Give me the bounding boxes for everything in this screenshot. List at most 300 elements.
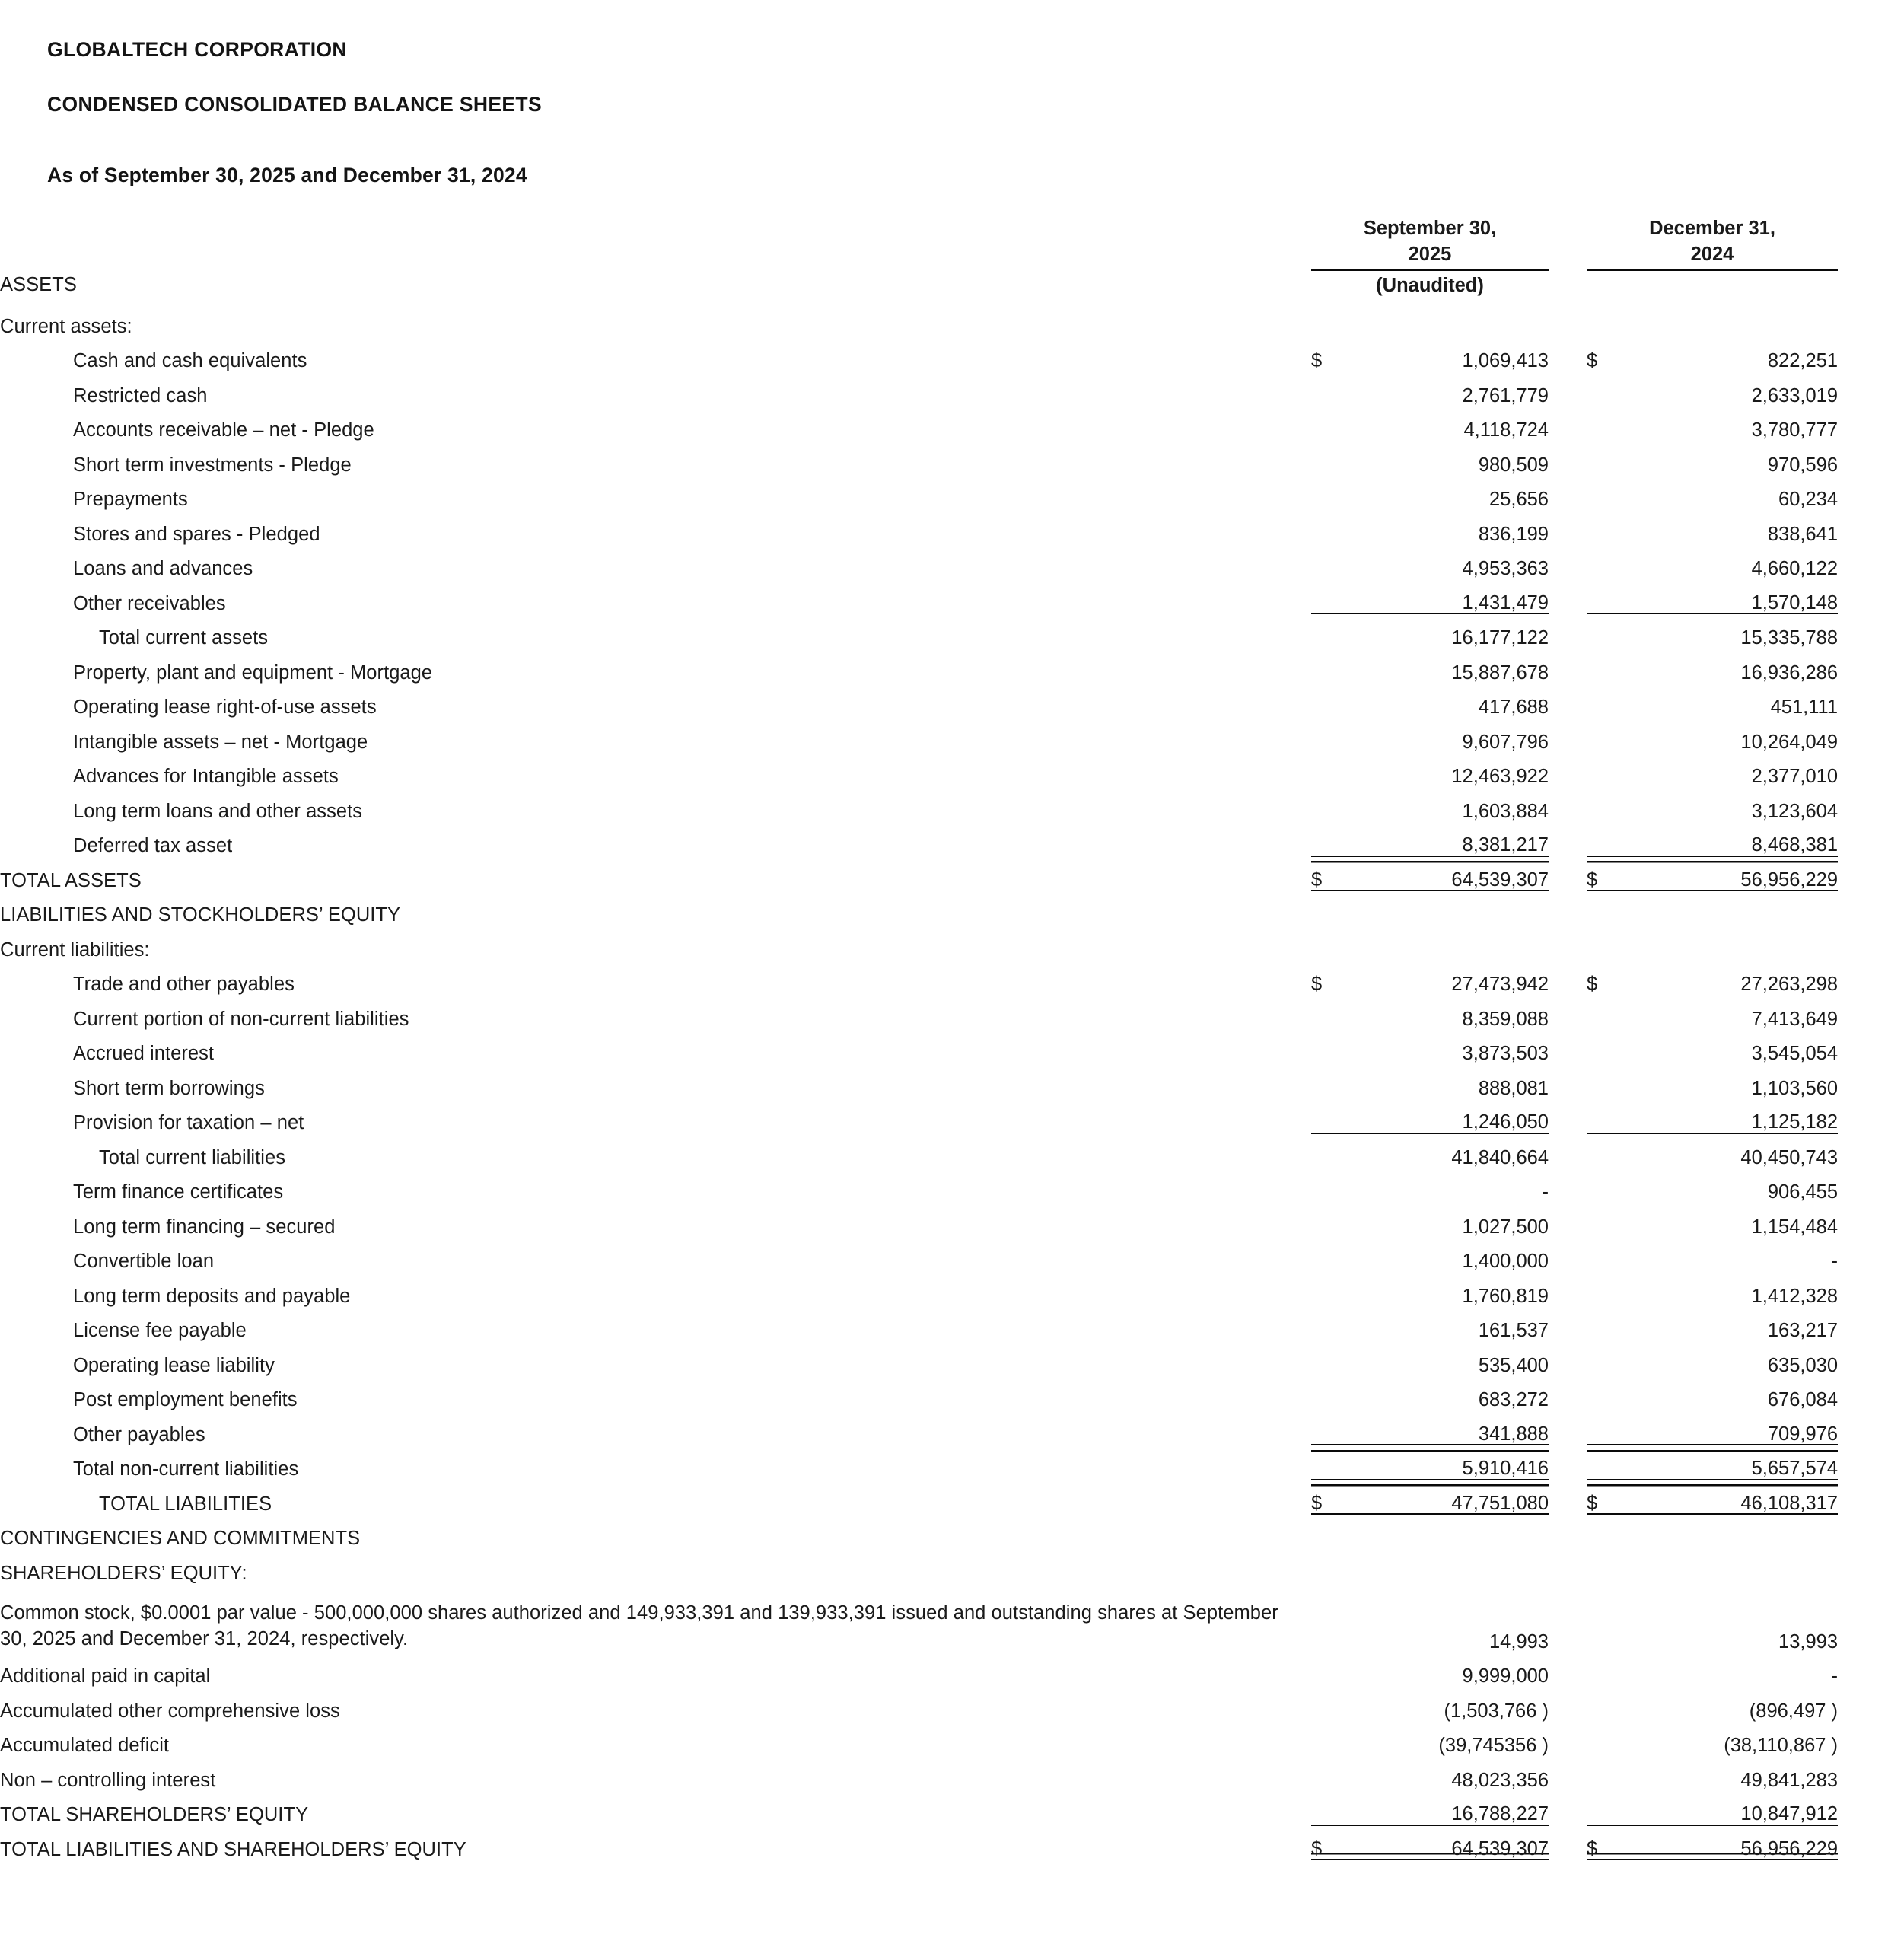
cell-blank [1587,926,1626,961]
cell-blank [1311,1029,1351,1064]
cell-pad [1838,1583,1888,1652]
table-row [0,821,1888,856]
row-value-trade-payables-dec: 27,263,298 [1740,974,1839,996]
cell-blank [1311,371,1351,406]
row-label-convertible-loan: Convertible loan [73,1251,215,1273]
table-row-total [0,856,1888,891]
cell-blank [1311,1064,1351,1099]
row-label-accrued-interest: Accrued interest [73,1043,215,1065]
row-label-license-fee-payable: License fee payable [73,1320,247,1342]
row-label-total-current-assets: Total current assets [99,627,269,649]
cell-pad [1838,1410,1888,1445]
row-label-post-employment-benefits: Post employment benefits [73,1389,298,1411]
table-row [0,544,1888,579]
row-value-restricted-cash-dec: 2,633,019 [1751,384,1839,406]
row-value-intangible-assets-dec: 10,264,049 [1740,731,1839,753]
row-value-stores-spares-sept: 836,199 [1478,523,1549,545]
cell-gap [1549,613,1587,649]
cell-blank [1626,926,1838,961]
table-row [0,787,1888,822]
cell-gap [1549,821,1587,856]
row-value-total-liabilities-and-equity-dec: 56,956,229 [1626,1825,1838,1860]
row-value-convertible-loan-sept: 1,400,000 [1462,1251,1549,1273]
row-label-short-term-investments: Short term investments - Pledge [73,454,352,476]
cell-blank [1351,1549,1549,1584]
cell-gap [1549,1480,1587,1515]
row-value-short-term-investments-dec: 970,596 [1767,454,1839,476]
cell-pad [1838,1790,1888,1825]
cell-gap [1549,1133,1587,1168]
row-label-prepayments: Prepayments [73,489,188,511]
row-label-cash: Cash and cash equivalents [73,350,307,372]
table-row [0,1652,1888,1687]
row-value-deferred-tax-asset-sept: 8,381,217 [1462,834,1549,856]
cell-blank [1311,1133,1351,1168]
company-name: GLOBALTECH CORPORATION [47,38,347,61]
cell-gap [1549,1341,1587,1376]
row-value-long-term-loans-dec: 3,123,604 [1751,800,1839,822]
row-value-provision-taxation-sept: 1,246,050 [1462,1111,1549,1133]
row-value-intangible-assets-sept: 9,607,796 [1462,731,1549,753]
cell-gap [1549,1410,1587,1445]
row-value-prepayments-sept: 25,656 [1489,489,1549,511]
as-of-date: As of September 30, 2025 and December 31, 2024 [47,164,527,186]
row-value-other-payables-dec: 709,976 [1767,1423,1839,1445]
cell-blank [1587,1098,1626,1133]
cell-pad [1838,752,1888,787]
row-value-deferred-tax-asset-dec: 8,468,381 [1751,834,1839,856]
cell-blank [1311,579,1351,614]
cell-pad [1838,1375,1888,1410]
row-label-restricted-cash: Restricted cash [73,384,208,406]
cell-gap [1549,752,1587,787]
cell-pad [1838,1098,1888,1133]
row-value-term-finance-certificates-dec: 906,455 [1767,1181,1839,1203]
row-value-convertible-loan-dec: - [1831,1251,1839,1273]
cell-gap [1549,544,1587,579]
cell-blank [1587,544,1626,579]
row-value-advances-intangible-dec: 2,377,010 [1751,766,1839,788]
row-value-trade-payables-sept: 27,473,942 [1451,974,1549,996]
cell-blank [1311,1203,1351,1238]
cell-blank [1311,1375,1351,1410]
row-label-non-controlling-interest: Non – controlling interest [0,1769,216,1791]
cell-blank [1587,1687,1626,1722]
cell-blank [1587,752,1626,787]
row-label-accumulated-deficit: Accumulated deficit [0,1735,170,1757]
cell-pad [1838,406,1888,441]
row-value-prepayments-dec: 60,234 [1778,489,1839,511]
cell-gap [1549,995,1587,1030]
cell-blank [1311,1168,1351,1203]
currency-symbol: $ [1587,974,1598,996]
cell-blank [1587,649,1626,684]
header-right-pad [1838,216,1888,270]
row-value-long-term-loans-sept: 1,603,884 [1462,800,1549,822]
column-header-dec [1587,216,1838,270]
currency-symbol: $ [1311,1480,1351,1515]
cell-blank [1311,1790,1351,1825]
table-row [0,649,1888,684]
cell-blank [1587,1756,1626,1791]
cell-pad [1838,995,1888,1030]
row-label-other-receivables: Other receivables [73,592,226,614]
cell-pad [1838,1341,1888,1376]
cell-blank [1549,926,1587,961]
cell-gap [1549,1445,1587,1480]
cell-blank [1311,787,1351,822]
table-row [0,406,1888,441]
row-value-provision-taxation-dec: 1,125,182 [1751,1111,1839,1133]
cell-blank [1587,1652,1626,1687]
current-assets-heading: Current assets: [0,315,132,337]
row-label-accumulated-oci-loss: Accumulated other comprehensive loss [0,1700,340,1722]
cell-blank [1587,371,1626,406]
cell-blank [1587,995,1626,1030]
cell-gap [1549,1098,1587,1133]
table-row-subtotal [0,1790,1888,1825]
table-row [0,995,1888,1030]
table-row [0,926,1888,961]
statement-title: CONDENSED CONSOLIDATED BALANCE SHEETS [47,92,542,116]
cell-blank [1311,1583,1351,1652]
cell-pad [1838,1203,1888,1238]
row-label-long-term-deposits: Long term deposits and payable [73,1285,351,1307]
cell-blank [1351,891,1549,926]
table-row [0,1341,1888,1376]
row-label-trade-payables: Trade and other payables [73,974,295,996]
table-row [0,1549,1888,1584]
table-row [0,1583,1888,1652]
row-label-current-portion: Current portion of non-current liabilities [73,1008,409,1030]
currency-symbol: $ [1311,350,1323,372]
row-label-total-shareholders-equity: TOTAL SHAREHOLDERS’ EQUITY [0,1804,309,1826]
currency-symbol: $ [1311,856,1351,891]
row-value-post-employment-benefits-sept: 683,272 [1478,1389,1549,1411]
cell-gap [1549,856,1587,891]
cell-blank [1311,475,1351,510]
row-value-current-portion-sept: 8,359,088 [1462,1008,1549,1030]
cell-blank [1311,1237,1351,1272]
row-value-operating-lease-liability-dec: 635,030 [1767,1354,1839,1376]
cell-gap [1549,1237,1587,1272]
row-value-non-controlling-interest-dec: 49,841,283 [1740,1769,1839,1791]
cell-pad [1838,718,1888,753]
unaudited-note-row [0,270,1888,302]
cell-pad [1838,787,1888,822]
cell-gap [1549,649,1587,684]
cell-blank [1587,683,1626,718]
cell-gap [1549,1652,1587,1687]
row-value-other-receivables-dec: 1,570,148 [1751,591,1839,613]
cell-pad [1838,1237,1888,1272]
cell-blank [1626,891,1838,926]
row-value-stores-spares-dec: 838,641 [1767,523,1839,545]
row-value-short-term-borrowings-dec: 1,103,560 [1751,1077,1839,1099]
table-row [0,1064,1888,1099]
cell-gap [1549,1272,1587,1307]
row-value-term-finance-certificates-sept: - [1542,1181,1549,1203]
cell-blank [1587,1203,1626,1238]
table-row [0,1272,1888,1307]
row-label-long-term-loans: Long term loans and other assets [73,800,363,822]
cell-blank [1549,302,1587,337]
cell-pad [1838,1480,1888,1515]
cell-blank [1311,1652,1351,1687]
cell-gap [1549,1064,1587,1099]
row-value-total-current-liabilities-dec: 40,450,743 [1626,1133,1838,1168]
row-label-long-term-financing: Long term financing – secured [73,1216,336,1238]
cell-blank [1311,613,1351,649]
cell-pad [1838,579,1888,614]
cell-gap [1549,1721,1587,1756]
cell-blank [1549,1549,1587,1584]
column-header-dec-line2: 2024 [1690,243,1734,265]
row-value-accumulated-deficit-dec: (38,110,867 ) [1724,1735,1839,1757]
cell-pad [1838,1652,1888,1687]
row-value-total-shareholders-equity-dec: 10,847,912 [1740,1803,1839,1825]
cell-pad [1838,613,1888,649]
cell-blank [1311,406,1351,441]
row-label-other-payables: Other payables [73,1423,205,1445]
row-value-rou-assets-sept: 417,688 [1478,696,1549,719]
document-header [0,0,1888,114]
assets-heading: ASSETS [0,273,77,295]
table-row [0,1029,1888,1064]
row-label-rou-assets: Operating lease right-of-use assets [73,696,377,719]
table-row [0,510,1888,545]
cell-blank [1626,302,1838,337]
row-value-other-receivables-sept: 1,431,479 [1462,591,1549,613]
cell-blank [1311,441,1351,476]
row-value-total-non-current-liabilities-sept: 5,910,416 [1351,1445,1549,1480]
row-value-total-current-assets-sept: 16,177,122 [1351,613,1549,649]
row-value-advances-intangible-sept: 12,463,922 [1451,766,1549,788]
column-header-dec-line1: December 31, [1649,218,1775,239]
table-row [0,1410,1888,1445]
table-row-subtotal [0,613,1888,649]
row-value-accounts-receivable-sept: 4,118,724 [1463,419,1549,441]
cell-pad [1838,683,1888,718]
cell-pad [1838,510,1888,545]
cell-gap [1549,718,1587,753]
cell-blank [1587,1583,1626,1652]
row-label-intangible-assets: Intangible assets – net - Mortgage [73,731,368,753]
currency-symbol: $ [1311,1825,1351,1860]
currency-symbol: $ [1587,1480,1626,1515]
table-row [0,441,1888,476]
cell-blank [1587,1514,1626,1549]
cell-pad [1838,371,1888,406]
cell-blank [1587,1237,1626,1272]
row-value-total-liabilities-and-equity-sept: 64,539,307 [1351,1825,1549,1860]
cell-blank [1626,1514,1838,1549]
row-value-accumulated-oci-loss-sept: (1,503,766 ) [1444,1700,1549,1722]
cell-blank [1311,1721,1351,1756]
cell-pad [1838,821,1888,856]
row-value-total-current-assets-dec: 15,335,788 [1626,613,1838,649]
row-label-total-liabilities-and-equity: TOTAL LIABILITIES AND SHAREHOLDERS’ EQUITY [0,1838,466,1860]
cell-gap [1549,1583,1587,1652]
cell-pad [1838,1029,1888,1064]
cell-pad [1838,649,1888,684]
table-row-total [0,1480,1888,1515]
row-value-total-assets-sept: 64,539,307 [1351,856,1549,891]
cell-blank [1587,1721,1626,1756]
row-label-total-assets: TOTAL ASSETS [0,869,142,891]
cell-blank [1311,1687,1351,1722]
table-row [0,1756,1888,1791]
row-value-total-liabilities-sept: 47,751,080 [1351,1480,1549,1515]
table-row [0,371,1888,406]
table-row [0,960,1888,995]
row-value-loans-advances-sept: 4,953,363 [1462,558,1549,580]
cell-pad [1838,1687,1888,1722]
cell-blank [1587,821,1626,856]
row-label-loans-advances: Loans and advances [73,558,253,580]
row-value-restricted-cash-sept: 2,761,779 [1462,384,1549,406]
current-liabilities-heading: Current liabilities: [0,939,150,961]
row-value-post-employment-benefits-dec: 676,084 [1767,1389,1839,1411]
row-value-current-portion-dec: 7,413,649 [1751,1008,1839,1030]
cell-pad [1838,960,1888,995]
row-label-term-finance-certificates: Term finance certificates [73,1181,284,1203]
currency-symbol: $ [1587,350,1598,372]
cell-pad [1838,1272,1888,1307]
cell-blank [1311,752,1351,787]
cell-blank [1351,302,1549,337]
balance-sheet-table [0,216,1888,1860]
table-row [0,1098,1888,1133]
cell-gap [1549,1756,1587,1791]
cell-blank [1838,1514,1888,1549]
cell-blank [1311,1272,1351,1307]
row-value-ppe-sept: 15,887,678 [1451,661,1549,684]
contingencies-heading: CONTINGENCIES AND COMMITMENTS [0,1528,361,1550]
cell-pad [1838,1064,1888,1099]
table-row [0,1203,1888,1238]
row-value-long-term-financing-dec: 1,154,484 [1751,1216,1839,1238]
cell-gap [1549,406,1587,441]
cell-blank [1587,1064,1626,1099]
cell-gap [1549,475,1587,510]
row-label-additional-paid-in-capital: Additional paid in capital [0,1665,211,1688]
row-value-long-term-deposits-sept: 1,760,819 [1462,1285,1549,1307]
column-header-sept-line2: 2025 [1408,243,1452,265]
row-value-total-liabilities-dec: 46,108,317 [1626,1480,1838,1515]
cell-blank [1626,1549,1838,1584]
row-value-non-controlling-interest-sept: 48,023,356 [1451,1769,1549,1791]
cell-blank [1587,1410,1626,1445]
cell-pad [1838,441,1888,476]
cell-blank [1587,579,1626,614]
cell-blank [1311,926,1351,961]
row-label-provision-taxation: Provision for taxation – net [73,1112,304,1134]
row-value-common-stock-sept: 14,993 [1489,1630,1549,1652]
row-value-operating-lease-liability-sept: 535,400 [1478,1354,1549,1376]
row-value-short-term-borrowings-sept: 888,081 [1478,1077,1549,1099]
row-value-rou-assets-dec: 451,111 [1770,696,1839,719]
row-label-total-non-current-liabilities: Total non-current liabilities [73,1458,299,1480]
row-label-short-term-borrowings: Short term borrowings [73,1077,265,1099]
cell-gap [1549,1790,1587,1825]
header-gap [1549,216,1587,270]
cell-gap [1549,579,1587,614]
cell-blank [1838,1549,1888,1584]
cell-blank [1587,1272,1626,1307]
cell-blank [1311,995,1351,1030]
row-value-cash-dec: 822,251 [1767,350,1839,372]
unaudited-note-col2 [1587,270,1838,302]
row-label-advances-intangible: Advances for Intangible assets [73,766,339,788]
table-row [0,475,1888,510]
cell-blank [1587,1133,1626,1168]
cell-blank [1587,1341,1626,1376]
row-value-short-term-investments-sept: 980,509 [1478,454,1549,476]
row-value-accumulated-oci-loss-dec: (896,497 ) [1749,1700,1839,1722]
table-row [0,683,1888,718]
cell-blank [1311,718,1351,753]
cell-blank [1351,926,1549,961]
cell-blank [1587,1029,1626,1064]
cell-gap [1549,787,1587,822]
cell-blank [1587,787,1626,822]
row-value-ppe-dec: 16,936,286 [1740,661,1839,684]
row-label-total-liabilities: TOTAL LIABILITIES [99,1493,272,1515]
row-value-total-assets-dec: 56,956,229 [1626,856,1838,891]
cell-pad [1838,1445,1888,1480]
cell-blank [1587,613,1626,649]
row-value-additional-paid-in-capital-sept: 9,999,000 [1462,1665,1549,1688]
table-row [0,1687,1888,1722]
table-row-total [0,1825,1888,1860]
table-row [0,1306,1888,1341]
row-value-accrued-interest-dec: 3,545,054 [1751,1043,1839,1065]
cell-pad [1838,1306,1888,1341]
currency-symbol: $ [1587,1825,1626,1860]
table-row [0,1168,1888,1203]
cell-gap [1549,336,1587,371]
row-value-long-term-financing-sept: 1,027,500 [1462,1216,1549,1238]
cell-gap [1549,510,1587,545]
cell-pad [1838,336,1888,371]
row-value-total-current-liabilities-sept: 41,840,664 [1351,1133,1549,1168]
cell-blank [1311,302,1351,337]
cell-pad [1838,1756,1888,1791]
cell-blank [1587,1375,1626,1410]
cell-blank [1587,441,1626,476]
cell-blank [1838,302,1888,337]
unaudited-note: (Unaudited) [1376,274,1484,296]
cell-blank [1587,510,1626,545]
row-value-accrued-interest-sept: 3,873,503 [1462,1043,1549,1065]
cell-gap [1549,1375,1587,1410]
cell-blank [1587,406,1626,441]
cell-blank [1311,891,1351,926]
row-value-accounts-receivable-dec: 3,780,777 [1751,419,1839,441]
cell-gap [1549,683,1587,718]
unaudited-right-pad [1838,270,1888,302]
cell-blank [1587,1790,1626,1825]
row-value-total-shareholders-equity-sept: 16,788,227 [1451,1803,1549,1825]
table-row [0,1375,1888,1410]
row-value-other-payables-sept: 341,888 [1478,1423,1549,1445]
table-row [0,1237,1888,1272]
table-row [0,891,1888,926]
cell-blank [1587,1549,1626,1584]
row-label-deferred-tax-asset: Deferred tax asset [73,835,233,857]
cell-pad [1838,475,1888,510]
